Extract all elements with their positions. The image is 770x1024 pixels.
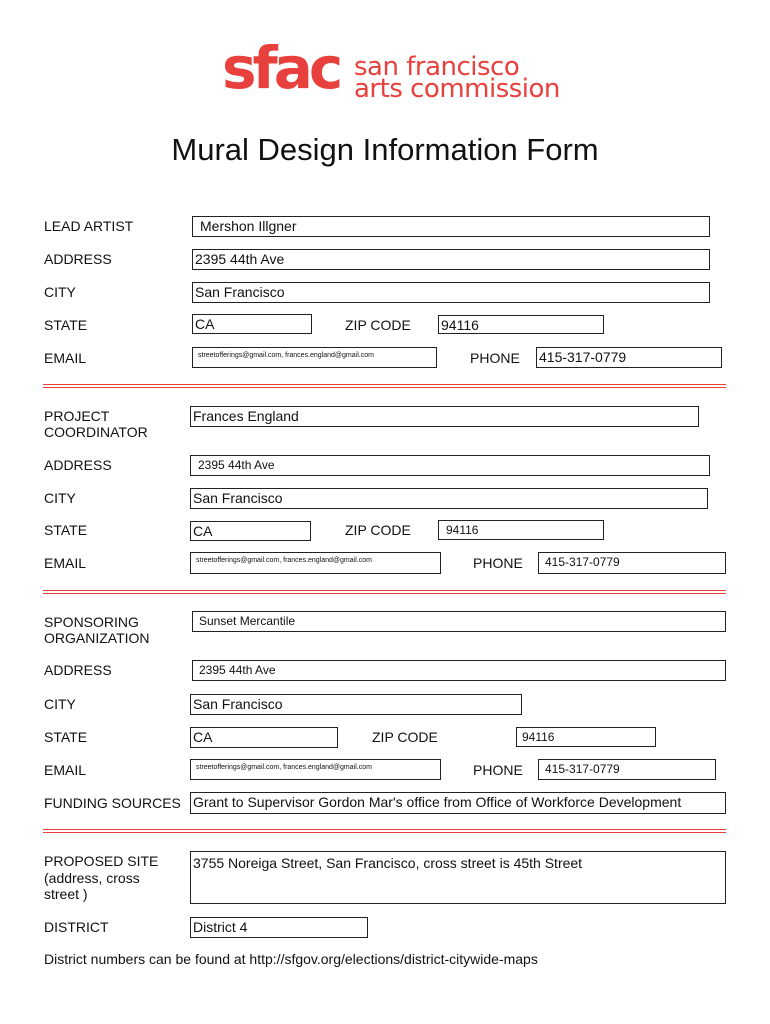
funding-sources-label: FUNDING SOURCES <box>44 795 181 811</box>
coordinator-label-line-2: COORDINATOR <box>44 424 148 440</box>
coordinator-state-field[interactable]: CA <box>190 521 311 541</box>
coordinator-email-label: EMAIL <box>44 555 87 571</box>
sponsor-email-label: EMAIL <box>44 762 87 778</box>
coordinator-email-field[interactable]: streetofferings@gmail.com, frances.england@gmail.com <box>190 552 441 574</box>
lead-phone-label: PHONE <box>470 350 520 366</box>
sponsor-address-label: ADDRESS <box>44 662 112 678</box>
sponsor-address-field[interactable]: 2395 44th Ave <box>192 660 726 681</box>
coordinator-state-label: STATE <box>44 522 88 538</box>
sponsor-org-field[interactable]: Sunset Mercantile <box>192 611 726 632</box>
coordinator-phone-field[interactable]: 415-317-0779 <box>538 552 726 574</box>
coordinator-city-field[interactable]: San Francisco <box>190 488 708 509</box>
coordinator-zip-field[interactable]: 94116 <box>438 520 604 540</box>
coordinator-city-label: CITY <box>44 490 76 506</box>
lead-artist-field[interactable]: Mershon Illgner <box>192 216 710 237</box>
sponsor-zip-label: ZIP CODE <box>372 729 438 745</box>
sponsor-state-label: STATE <box>44 729 88 745</box>
district-field[interactable]: District 4 <box>190 917 368 938</box>
lead-address-field[interactable]: 2395 44th Ave <box>192 249 710 270</box>
lead-city-field[interactable]: San Francisco <box>192 282 710 303</box>
sponsor-phone-label: PHONE <box>473 762 523 778</box>
section-divider <box>43 590 726 594</box>
coordinator-field[interactable]: Frances England <box>190 406 699 427</box>
logo-line-1: san francisco <box>354 52 520 82</box>
coordinator-zip-label: ZIP CODE <box>345 522 411 538</box>
lead-city-label: CITY <box>44 284 76 300</box>
sponsor-zip-field[interactable]: 94116 <box>516 727 656 747</box>
lead-email-field[interactable]: streetofferings@gmail.com, frances.england@gmail.com <box>192 347 437 368</box>
sponsor-label-line-2: ORGANIZATION <box>44 630 150 646</box>
section-divider <box>43 384 726 388</box>
coordinator-phone-label: PHONE <box>473 555 523 571</box>
site-label-line-2: (address, cross <box>44 870 140 886</box>
site-label-line-3: street ) <box>44 886 88 902</box>
proposed-site-field[interactable]: 3755 Noreiga Street, San Francisco, cross street is 45th Street <box>190 851 726 904</box>
logo-line-2: arts commission <box>354 74 560 104</box>
sponsor-state-field[interactable]: CA <box>190 727 338 748</box>
section-divider <box>43 829 726 833</box>
sponsor-city-label: CITY <box>44 696 76 712</box>
district-note: District numbers can be found at http://sfgov.org/elections/district-citywide-maps <box>44 951 538 967</box>
lead-zip-label: ZIP CODE <box>345 317 411 333</box>
site-label-line-1: PROPOSED SITE <box>44 853 159 869</box>
coordinator-label-line-1: PROJECT <box>44 408 110 424</box>
lead-email-label: EMAIL <box>44 350 87 366</box>
coordinator-address-label: ADDRESS <box>44 457 112 473</box>
coordinator-address-field[interactable]: 2395 44th Ave <box>190 455 710 476</box>
lead-zip-field[interactable]: 94116 <box>438 315 604 334</box>
funding-sources-field[interactable]: Grant to Supervisor Gordon Mar's office from Office of Workforce Development <box>190 792 726 814</box>
page-title: Mural Design Information Form <box>171 132 599 167</box>
lead-state-label: STATE <box>44 317 88 333</box>
sponsor-label-line-1: SPONSORING <box>44 614 139 630</box>
lead-artist-label: LEAD ARTIST <box>44 218 134 234</box>
sponsor-city-field[interactable]: San Francisco <box>190 694 522 715</box>
lead-address-label: ADDRESS <box>44 251 112 267</box>
sponsor-phone-field[interactable]: 415-317-0779 <box>538 759 716 780</box>
lead-state-field[interactable]: CA <box>192 314 312 334</box>
district-label: DISTRICT <box>44 919 109 935</box>
sponsor-email-field[interactable]: streetofferings@gmail.com, frances.england@gmail.com <box>190 759 441 780</box>
lead-phone-field[interactable]: 415-317-0779 <box>536 347 722 368</box>
sfac-logo-mark: sfac <box>222 34 340 102</box>
